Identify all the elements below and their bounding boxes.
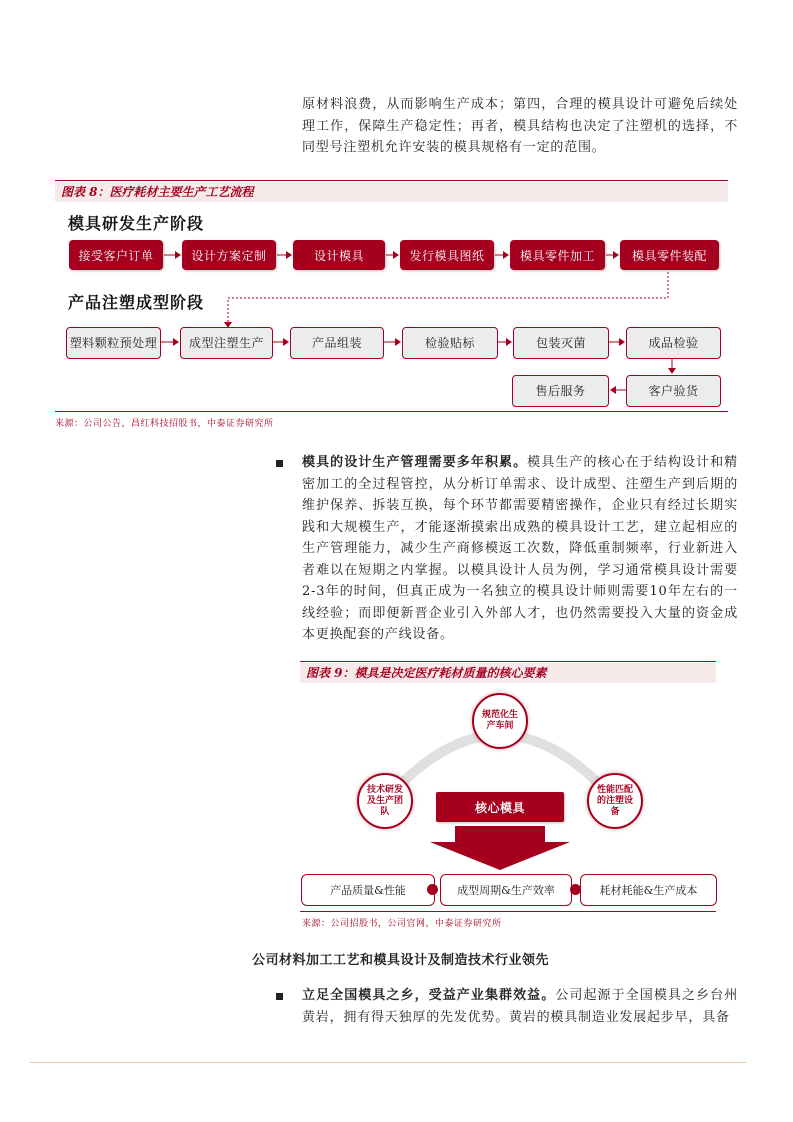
- stage1-step-3: 设计模具: [293, 240, 385, 270]
- stage2-step-4: 检验贴标: [402, 327, 498, 359]
- circle-equipment: 性能匹配的注塑设备: [587, 773, 643, 829]
- stage1-step-1: 接受客户订单: [69, 240, 163, 270]
- section2-lead: 立足全国模具之乡，受益产业集群效益。: [302, 988, 556, 1003]
- stage1-step-6: 模具零件装配: [620, 240, 719, 270]
- section-heading: 公司材料加工工艺和模具设计及制造技术行业领先: [252, 953, 550, 968]
- stage2-step-2: 成型注塑生产: [180, 327, 273, 359]
- stage1-step-5: 模具零件加工: [510, 240, 605, 270]
- figure9-top-rule: [300, 661, 716, 662]
- core-mold-box: 核心模具: [436, 792, 564, 822]
- section1-paragraph: [302, 452, 738, 646]
- intro-paragraph: 原材料浪费，从而影响生产成本；第四，合理的模具设计可避免后续处理工作，保障生产稳定性；再者，模具结构也决定了注塑机的选择，不同型号注塑机允许安装的模具规格有一定的范围。: [302, 97, 738, 155]
- figure8-title: 图表 8：医疗耗材主要生产工艺流程: [55, 182, 728, 202]
- outcome-quality: 产品质量&性能: [301, 874, 435, 906]
- stage2-step-3: 产品组装: [290, 327, 384, 359]
- footer-rule: [30, 1062, 746, 1063]
- figure8-source: 来源：公司公告，昌红科技招股书，中泰证券研究所: [55, 419, 274, 429]
- figure9-title: 图表 9：模具是决定医疗耗材质量的核心要素: [300, 663, 716, 683]
- stage2-step-1: 塑料颗粒预处理: [66, 327, 161, 359]
- outcome-cycle: 成型周期&生产效率: [440, 874, 572, 906]
- stage2-step-6: 成品检验: [626, 327, 721, 359]
- figure9-bottom-rule: [300, 911, 716, 912]
- section2-paragraph: [302, 985, 738, 1028]
- circle-team: 技术研发及生产团队: [357, 773, 413, 829]
- bullet-square-2: [276, 993, 283, 1000]
- stage2-step-5: 包装灭菌: [513, 327, 609, 359]
- step-after-sales: 售后服务: [512, 375, 609, 407]
- stage1-step-4: 发行模具图纸: [400, 240, 494, 270]
- stage2-return-arrows: [0, 0, 793, 430]
- stage1-step-2: 设计方案定制: [182, 240, 276, 270]
- section2-body: 公司起源于全国模具之乡台州黄岩，拥有得天独厚的先发优势。黄岩的模具制造业发展起步早，具备: [302, 988, 738, 1025]
- bullet-square: [276, 460, 283, 467]
- stage2-label: 产品注塑成型阶段: [68, 293, 205, 312]
- outcome-dot-1: [427, 884, 438, 895]
- outcome-cost: 耗材耗能&生产成本: [580, 874, 717, 906]
- stage1-label: 模具研发生产阶段: [68, 214, 205, 233]
- section1-body: 模具生产的核心在于结构设计和精密加工的全过程管控，从分析订单需求、设计成型、注塑生产到后期的维护保养、拆装互换，每个环节都需要精密操作，企业只有经过长期实践和大规模生产，才能逐渐摸索出成熟的模具设计工艺，建立起相应的生产管理能力，减少生产商修模返工次数，降低重制频率，行业新进入者难以在短期之内掌握。以模具设计人员为例，学习通常模具设计需要2-3年的时间，但真正成为一名独立的模具设计师则需要10年左右的一线经验；而即便新晋企业引入外部人才，也仍然需要投入大量的资金成本更换配套的产线设备。: [302, 455, 738, 642]
- figure8-bottom-rule: [55, 411, 728, 412]
- section1-lead: 模具的设计生产管理需要多年积累。: [302, 455, 528, 470]
- circle-workshop: 规范化生产车间: [472, 693, 528, 749]
- figure9-down-arrow: [430, 826, 570, 870]
- figure9-source: 来源：公司招股书，公司官网，中泰证券研究所: [302, 919, 502, 929]
- step-customer-inspection: 客户验货: [626, 375, 721, 407]
